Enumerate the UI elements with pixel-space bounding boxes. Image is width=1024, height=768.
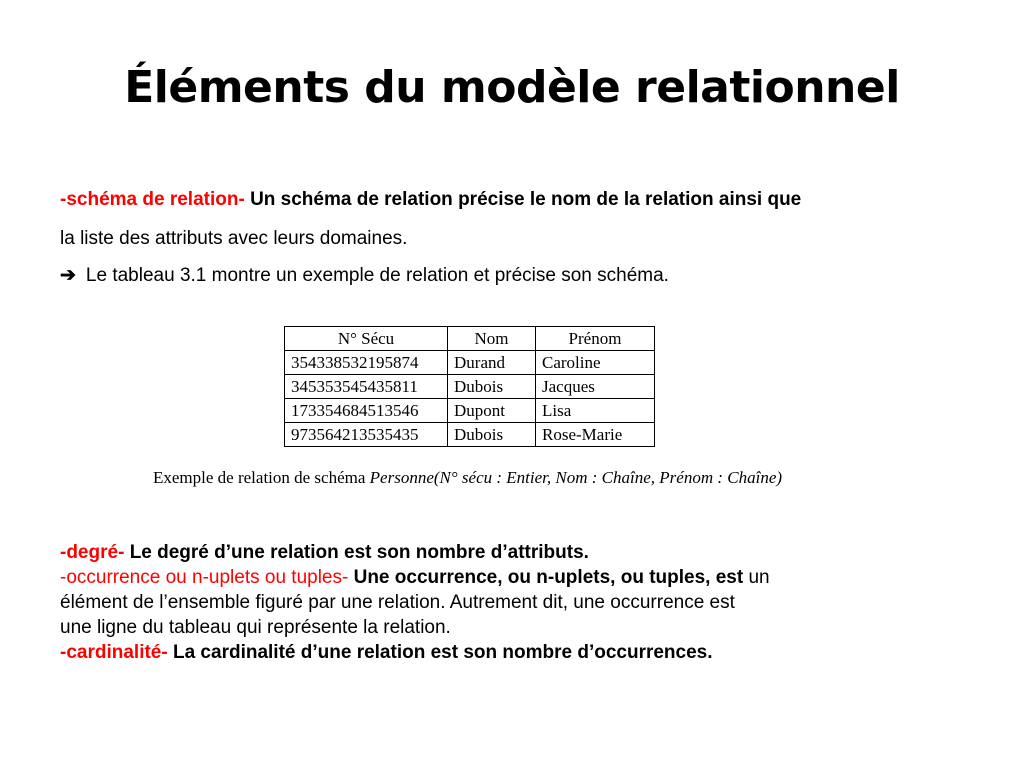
cardinalite-term: -cardinalité- — [60, 642, 168, 663]
caption-prefix: Exemple de relation de schéma — [153, 468, 366, 487]
table-caption — [153, 468, 782, 488]
column-header-prenom: Prénom — [536, 327, 655, 351]
schema-definition: Un schéma de relation précise le nom de la relation ainsi que — [250, 189, 802, 210]
table-cell: Dubois — [448, 375, 536, 399]
table-cell: Jacques — [536, 375, 655, 399]
schema-note — [60, 264, 669, 288]
table-cell: Dupont — [448, 399, 536, 423]
occurrence-definition-rest: un — [748, 567, 770, 588]
table-cell: Lisa — [536, 399, 655, 423]
degre-line — [60, 540, 960, 565]
table-cell: Rose-Marie — [536, 423, 655, 447]
table-cell: 354338532195874 — [285, 351, 448, 375]
table-cell: Durand — [448, 351, 536, 375]
occurrence-line-3: une ligne du tableau qui représente la relation. — [60, 617, 451, 638]
schema-line-2: la liste des attributs avec leurs domaines. — [60, 228, 408, 249]
definitions-block — [60, 540, 960, 665]
schema-term: -schéma de relation- — [60, 189, 245, 210]
relation-table — [284, 326, 655, 447]
column-header-nom: Nom — [448, 327, 536, 351]
page-title: Éléments du modèle relationnel — [124, 62, 900, 113]
cardinalite-definition: La cardinalité d’une relation est son nombre d’occurrences. — [172, 642, 713, 663]
table-row — [285, 399, 655, 423]
caption-schema: Personne(N° sécu : Entier, Nom : Chaîne, Prénom : Chaîne) — [369, 468, 783, 487]
table-row — [285, 375, 655, 399]
table-header-row — [285, 327, 655, 351]
table-row — [285, 423, 655, 447]
table-cell: 973564213535435 — [285, 423, 448, 447]
table-cell: 345353545435811 — [285, 375, 448, 399]
occurrence-definition: Une occurrence, ou n-uplets, ou tuples, est — [353, 567, 744, 588]
table-cell: Caroline — [536, 351, 655, 375]
table-cell: 173354684513546 — [285, 399, 448, 423]
occurrence-line-1 — [60, 565, 960, 590]
right-arrow-icon: ➔ — [60, 265, 76, 286]
occurrence-term: -occurrence ou n-uplets ou tuples- — [60, 567, 349, 588]
occurrence-line-2: élément de l’ensemble figuré par une relation. Autrement dit, une occurrence est — [60, 592, 735, 613]
schema-note-text: Le tableau 3.1 montre un exemple de relation et précise son schéma. — [85, 265, 669, 286]
schema-line-1 — [60, 188, 801, 212]
degre-term: -degré- — [60, 542, 125, 563]
cardinalite-line — [60, 640, 960, 665]
table-cell: Dubois — [448, 423, 536, 447]
column-header-nsecu: N° Sécu — [285, 327, 448, 351]
degre-definition: Le degré d’une relation est son nombre d’attributs. — [129, 542, 589, 563]
table-row — [285, 351, 655, 375]
